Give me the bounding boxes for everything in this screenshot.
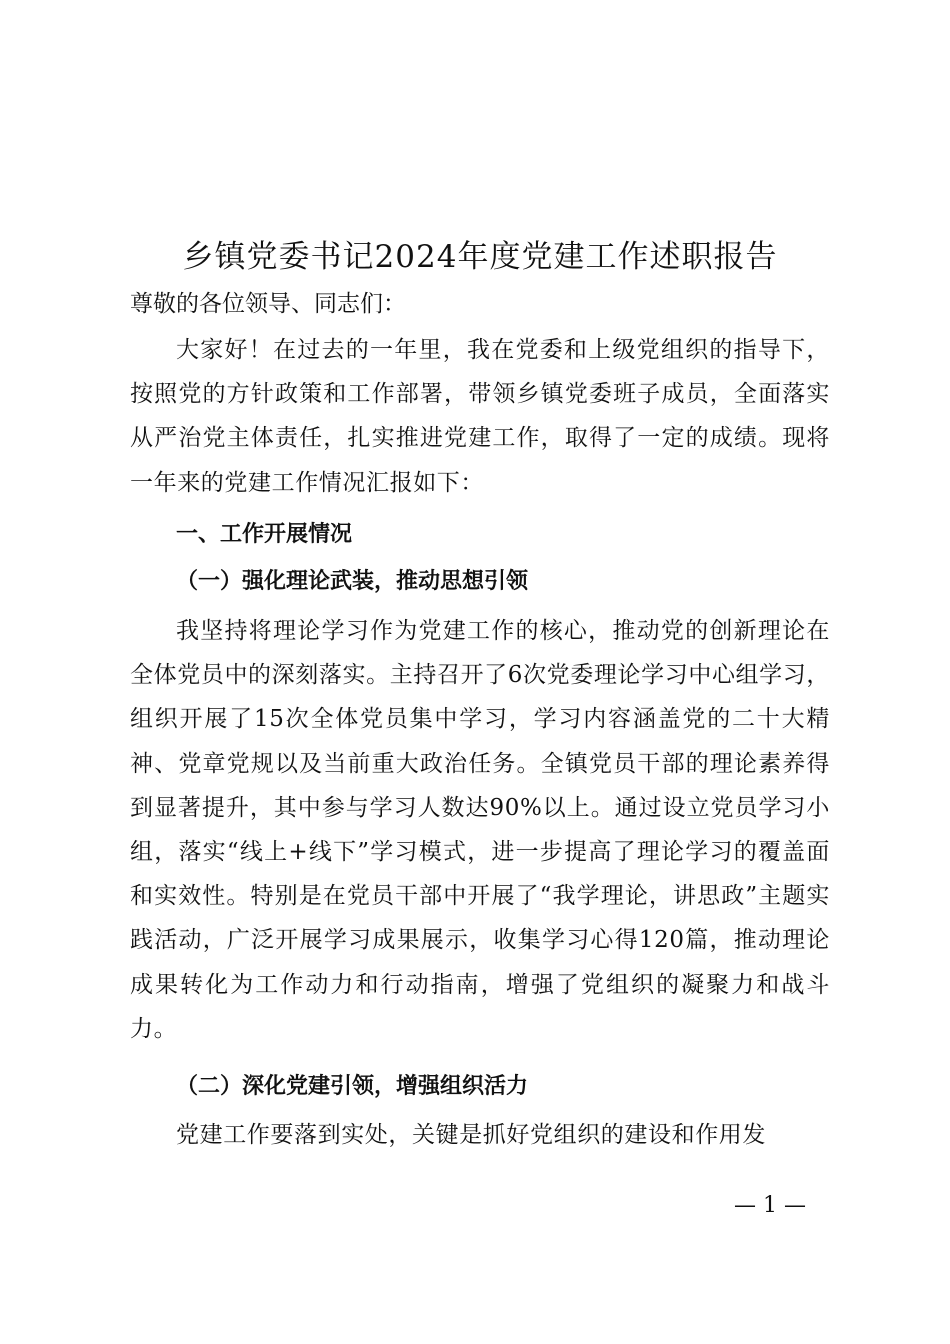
salutation: 尊敬的各位领导、同志们： <box>130 291 406 317</box>
document-title: 乡镇党委书记2024年度党建工作述职报告 <box>182 239 778 275</box>
intro-paragraph: 大家好！在过去的一年里，我在党委和上级党组织的指导下，按照党的方针政策和工作部署，带领乡镇党委班子成员，全面落实从严治党主体责任，扎实推进党建工作，取得了一定的成绩。现将一年来的党建工作情况汇报如下： <box>130 337 830 496</box>
subsection-2-paragraph: 党建工作要落到实处，关键是抓好党组织的建设和作用发 <box>176 1122 766 1148</box>
subsection-1-paragraph: 我坚持将理论学习作为党建工作的核心，推动党的创新理论在全体党员中的深刻落实。主持召开了6次党委理论学习中心组学习，组织开展了15次全体党员集中学习，学习内容涵盖党的二十大精神、党章党规以及当前重大政治任务。全镇党员干部的理论素养得到显著提升，其中参与学习人数达90%以上。通过设立党员学习小组，落实“线上+线下”学习模式，进一步提高了理论学习的覆盖面和实效性。特别是在党员干部中开展了“我学理论，讲思政”主题实践活动，广泛开展学习成果展示，收集学习心得120篇，推动理论成果转化为工作动力和行动指南，增强了党组织的凝聚力和战斗力。 <box>130 618 830 1042</box>
subsection-heading-1: （一）强化理论武装，推动思想引领 <box>176 568 529 594</box>
subsection-heading-2: （二）深化党建引领，增强组织活力 <box>176 1073 529 1099</box>
section-heading-1: 一、工作开展情况 <box>176 522 353 547</box>
page-number: — 1 — <box>734 1193 806 1218</box>
